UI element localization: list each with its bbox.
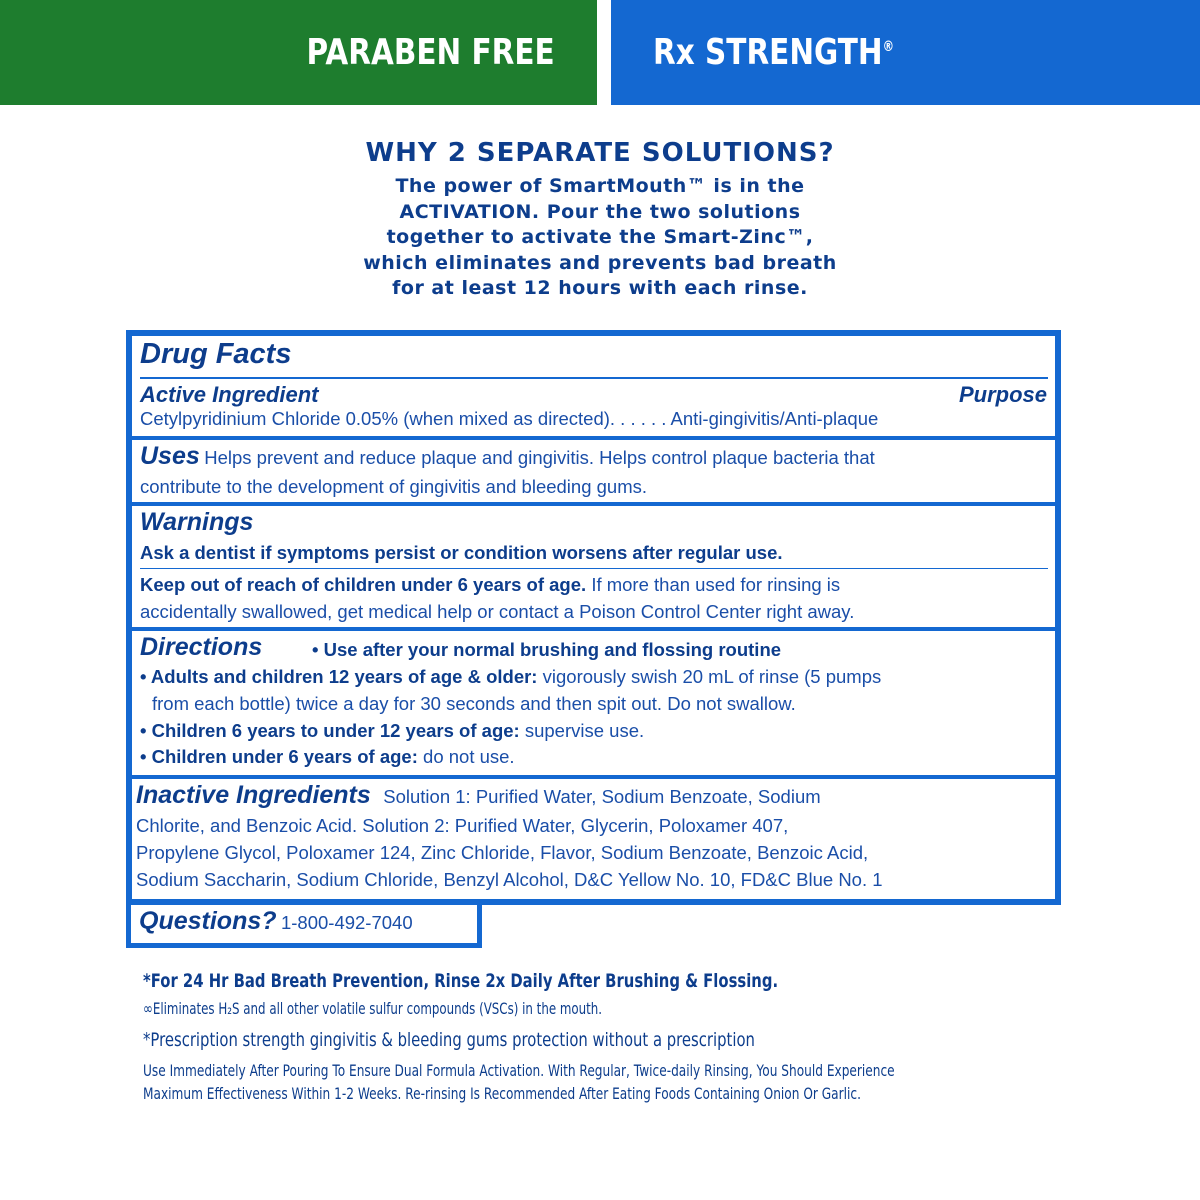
questions-heading: Questions? <box>139 907 277 935</box>
uses-line-2: contribute to the development of gingivitis and bleeding gums. <box>140 476 648 497</box>
keep-out-line-2: accidentally swallowed, get medical help or contact a Poison Control Center right away. <box>140 601 855 622</box>
inactive-line-4: Sodium Saccharin, Sodium Chloride, Benzyl Alcohol, D&C Yellow No. 10, FD&C Blue No. 1 <box>136 869 883 890</box>
uses-line-1 <box>140 442 875 471</box>
questions-phone: 1-800-492-7040 <box>280 912 413 933</box>
inactive-line-2: Chlorite, and Benzoic Acid. Solution 2: Purified Water, Glycerin, Poloxamer 407, <box>136 815 789 836</box>
questions-line <box>139 907 413 936</box>
inactive-ingredients-heading: Inactive Ingredients <box>136 781 371 809</box>
inactive-line-3: Propylene Glycol, Poloxamer 124, Zinc Chloride, Flavor, Sodium Benzoate, Benzoic Acid, <box>136 842 869 863</box>
paraben-free-banner <box>0 0 597 105</box>
keep-out-rest: If more than used for rinsing is <box>591 574 841 595</box>
uses-box <box>132 440 1055 502</box>
footnote-usage-2: Maximum Effectiveness Within 1-2 Weeks. Re-rinsing Is Recommended After Eating Foods Containing Onion Or Garlic. <box>143 1084 861 1103</box>
why-line: which eliminates and prevents bad breath <box>363 251 837 274</box>
why-line: for at least 12 hours with each rinse. <box>392 277 808 299</box>
why-line: The power of SmartMouth™ is in the <box>395 175 805 197</box>
directions-adults <box>140 666 881 688</box>
keep-out-bold: Keep out of reach of children under 6 years of age. <box>140 574 587 595</box>
directions-first: • Use after your normal brushing and flossing routine <box>312 639 782 660</box>
directions-under-6-bold: • Children under 6 years of age: <box>140 746 418 767</box>
why-line: ACTIVATION. Pour the two solutions <box>399 200 801 223</box>
drug-facts-panel <box>126 330 1061 905</box>
warnings-box <box>132 506 1055 627</box>
directions-heading: Directions <box>140 633 263 661</box>
directions-children-bold: • Children 6 years to under 12 years of age: <box>140 720 520 741</box>
inactive-line-1 <box>136 781 821 810</box>
directions-children-rest: supervise use. <box>524 720 645 741</box>
footnote-prescription: *Prescription strength gingivitis & bleeding gums protection without a prescription <box>143 1029 755 1051</box>
directions-adults-rest: vigorously swish 20 mL of rinse (5 pumps <box>542 666 882 687</box>
drug-facts-title: Drug Facts <box>140 338 292 370</box>
footnote-vsc: ∞Eliminates H₂S and all other volatile sulfur compounds (VSCs) in the mouth. <box>143 999 603 1018</box>
why-body <box>0 174 1200 302</box>
drug-facts-header-box <box>132 336 1055 436</box>
directions-under-6 <box>140 746 515 768</box>
registered-mark: ® <box>882 39 895 55</box>
rx-strength-label: Rx STRENGTH® <box>653 32 895 73</box>
questions-box <box>126 904 482 948</box>
rx-strength-banner <box>611 0 1200 105</box>
directions-under-6-rest: do not use. <box>423 746 515 767</box>
directions-adults-line-2: from each bottle) twice a day for 30 seconds and then spit out. Do not swallow. <box>152 693 796 714</box>
directions-adults-bold: • Adults and children 12 years of age & older: <box>140 666 538 687</box>
divider <box>140 568 1048 569</box>
why-title: WHY 2 SEPARATE SOLUTIONS? <box>365 138 835 168</box>
inactive-ingredients-box <box>132 779 1055 899</box>
active-ingredient-line: Cetylpyridinium Chloride 0.05% (when mixed as directed). . . . . . Anti-gingivitis/Anti-plaque <box>140 408 879 429</box>
footnote-usage-1: Use Immediately After Pouring To Ensure Dual Formula Activation. With Regular, Twice-daily Rinsing, You Should Experience <box>143 1061 895 1080</box>
footnote-24hr: *For 24 Hr Bad Breath Prevention, Rinse 2x Daily After Brushing & Flossing. <box>143 970 779 992</box>
warnings-heading: Warnings <box>140 508 254 536</box>
paraben-free-label: PARABEN FREE <box>306 32 555 73</box>
divider <box>140 377 1048 379</box>
uses-heading: Uses <box>140 442 200 470</box>
directions-children <box>140 720 644 742</box>
keep-out-line-1 <box>140 574 840 596</box>
inactive-text-1: Solution 1: Purified Water, Sodium Benzoate, Sodium <box>383 786 821 807</box>
uses-text: Helps prevent and reduce plaque and gingivitis. Helps control plaque bacteria that <box>204 447 875 468</box>
ask-dentist-line: Ask a dentist if symptoms persist or condition worsens after regular use. <box>140 542 783 563</box>
directions-box <box>132 631 1055 775</box>
active-ingredient-heading: Active Ingredient <box>140 382 319 407</box>
purpose-heading: Purpose <box>958 382 1047 407</box>
why-line: together to activate the Smart-Zinc™, <box>386 226 814 248</box>
